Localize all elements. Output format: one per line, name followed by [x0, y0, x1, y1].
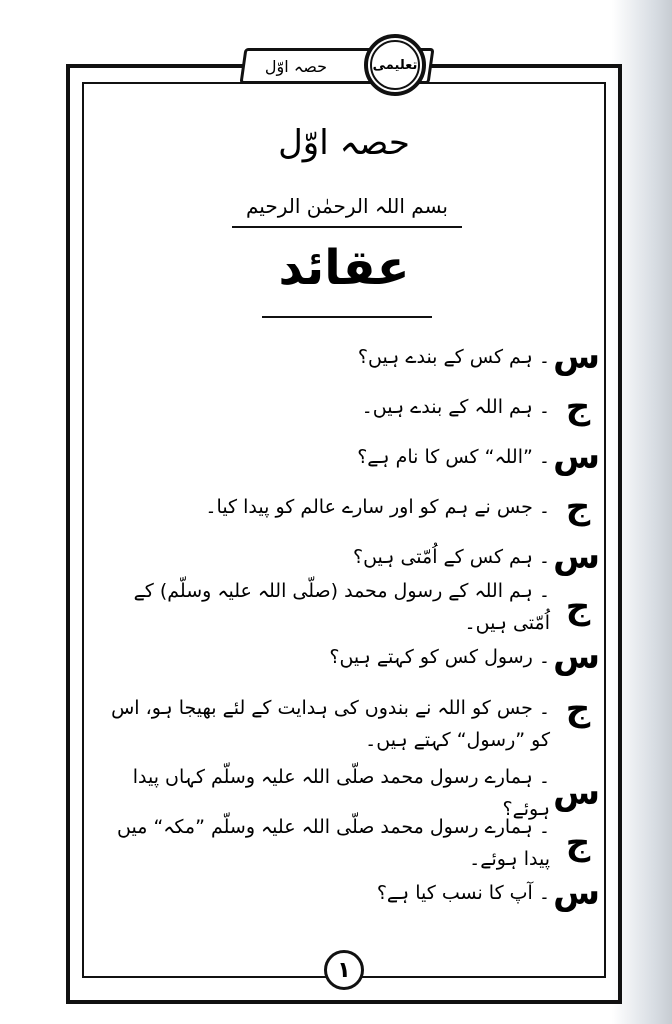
qa-text: ۔ جس کو اللہ نے بندوں کی ہدایت کے لئے بھیجا ہو، اس کو ”رسول“ کہتے ہیں۔	[111, 697, 550, 751]
answer-marker: ج	[565, 823, 591, 863]
section-title-underline	[262, 316, 432, 318]
qa-text: ۔ ہم اللہ کے بندے ہیں۔	[361, 396, 550, 418]
qa-item	[100, 382, 600, 432]
qa-item	[100, 432, 600, 482]
question-marker: س	[553, 337, 600, 377]
question-marker: س	[553, 873, 600, 913]
qa-text: ۔ ہم اللہ کے رسول محمد (صلّی اللہ علیہ وسلّم) کے اُمّتی ہیں۔	[133, 580, 550, 634]
bismillah-underline	[232, 226, 462, 228]
qa-text: ۔ ”اللہ“ کس کا نام ہے؟	[357, 446, 550, 468]
bismillah: بسم اللہ الرحمٰن الرحیم	[245, 194, 448, 218]
qa-item	[100, 632, 600, 682]
qa-item	[100, 682, 600, 768]
medallion-text: تعلیمی	[370, 40, 420, 90]
header-medallion	[364, 34, 426, 96]
qa-item	[100, 482, 600, 532]
qa-text: ۔ جس نے ہم کو اور سارے عالم کو پیدا کیا۔	[205, 496, 550, 518]
qa-text: ۔ ہمارے رسول محمد صلّی اللہ علیہ وسلّم ”مکہ“ میں پیدا ہوئے۔	[117, 816, 550, 870]
qa-item	[100, 582, 600, 632]
section-title: عقائد	[278, 240, 410, 296]
question-marker: س	[553, 773, 600, 813]
page-title: حصہ اوّل	[278, 123, 410, 163]
header-ribbon-text: حصہ اوّل	[265, 56, 328, 76]
qa-text: ۔ ہمارے رسول محمد صلّی اللہ علیہ وسلّم کہاں پیدا ہوئے؟	[132, 766, 550, 820]
question-marker: س	[553, 637, 600, 677]
qa-text: ۔ ہم کس کے بندے ہیں؟	[357, 346, 550, 368]
answer-marker: ج	[565, 487, 591, 527]
answer-marker: ج	[565, 689, 591, 729]
qa-text: ۔ رسول کس کو کہتے ہیں؟	[329, 646, 550, 668]
qa-list	[100, 332, 600, 918]
page-number: ۱	[324, 950, 364, 990]
qa-item	[100, 868, 600, 918]
qa-text: ۔ آپ کا نسب کیا ہے؟	[376, 882, 550, 904]
qa-item	[100, 818, 600, 868]
answer-marker: ج	[565, 387, 591, 427]
qa-text: ۔ ہم کس کے اُمّتی ہیں؟	[353, 546, 550, 568]
question-marker: س	[553, 537, 600, 577]
answer-marker: ج	[565, 587, 591, 627]
question-marker: س	[553, 437, 600, 477]
qa-item	[100, 332, 600, 382]
